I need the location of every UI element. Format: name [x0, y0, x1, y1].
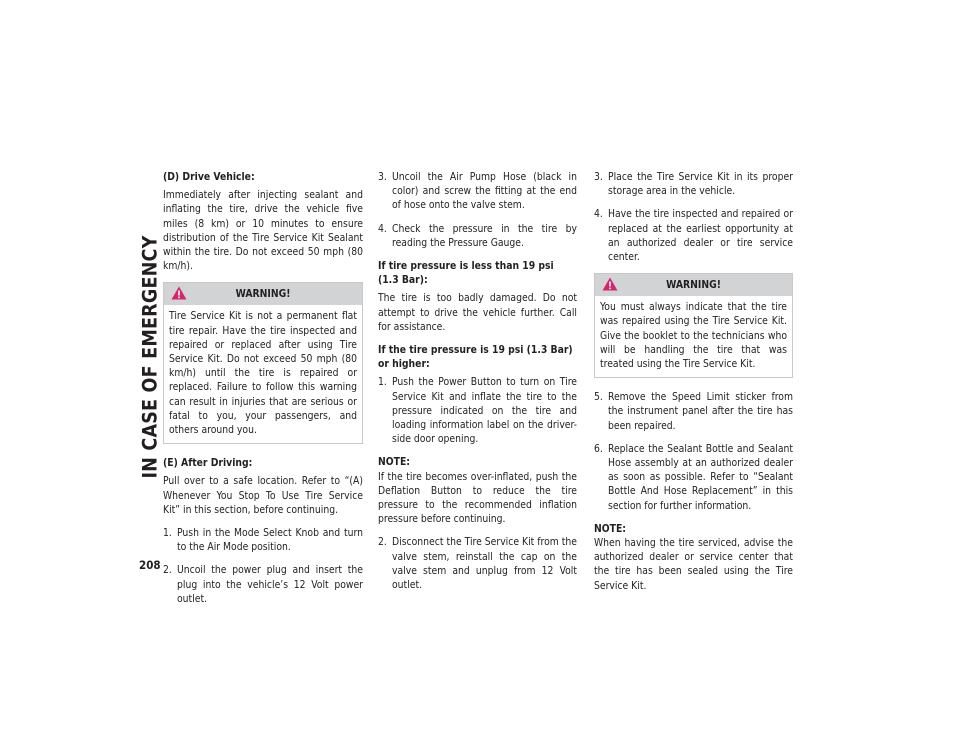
heading-after-driving: (E) After Driving:: [163, 457, 253, 470]
list-text: Check the pressure in the tire by reading the Pressure Gauge.: [392, 222, 577, 249]
list-text: Remove the Speed Limit sticker from the instrument panel after the tire has been repaired.: [608, 391, 793, 432]
list-number: 4.: [378, 222, 387, 235]
list-text: Disconnect the Tire Service Kit from the valve stem, reinstall the cap on the valve stem and unplug from 12 Volt outlet.: [392, 536, 577, 592]
list-item: [378, 222, 577, 250]
heading-normal-pressure: If the tire pressure is 19 psi (1.3 Bar) or higher:: [378, 344, 573, 371]
list-text: Uncoil the power plug and insert the plug into the vehicle’s 12 Volt power outlet.: [177, 564, 363, 605]
column-1: [163, 170, 363, 615]
list-number: 3.: [378, 171, 387, 183]
note-text: If the tire becomes over-inflated, push the Deflation Button to reduce the tire pressure to the recommended inflation pressure before continuing.: [378, 470, 577, 526]
list-item: [594, 170, 793, 198]
warning-title: WARNING!: [235, 288, 291, 301]
column-3: [594, 170, 793, 602]
column-2: [378, 170, 577, 601]
warning-text: Tire Service Kit is not a permanent flat tire repair. Have the tire inspected and repaired or replaced after using Tire Service Kit. Do not exceed 50 mph (80 km/h) until the tire is repaired or replaced. Failure to follow this warning can result in injuries that are serious or fatal to you, your passengers, and others around you.: [169, 310, 357, 437]
note-label: NOTE:: [594, 522, 626, 535]
list-number: 1.: [163, 527, 172, 540]
list-item: [378, 375, 577, 446]
list-number: 2.: [163, 564, 172, 577]
section-side-title: [135, 162, 165, 552]
list-text: Replace the Sealant Bottle and Sealant Hose assembly at an authorized dealer as soon as possible. Refer to “Sealant Bottle And Hose Replacement” in this section for further information.: [608, 442, 793, 512]
list-item: [163, 563, 363, 606]
list-item: [594, 207, 793, 264]
list-item: [594, 390, 793, 433]
warning-text: You must always indicate that the tire was repaired using the Tire Service Kit. Give the booklet to the technicians who will be handling the tire that was treated using the Tire Service Kit.: [600, 301, 787, 371]
list-text: Have the tire inspected and repaired or replaced at the earliest opportunity at an authorized dealer or tire service center.: [608, 208, 793, 264]
section-title-text: IN CASE OF EMERGENCY: [138, 235, 162, 479]
list-text: Uncoil the Air Pump Hose (black in color) and screw the fitting at the end of hose onto the valve stem.: [392, 171, 577, 212]
list-number: 2.: [378, 536, 387, 549]
paragraph: Immediately after injecting sealant and inflating the tire, drive the vehicle five miles (8 km) or 10 minutes to ensure distribution of the Tire Service Kit Sealant within the tire. Do not exceed 50 mph (80 km/h).: [163, 189, 363, 273]
note-text: When having the tire serviced, advise the authorized dealer or service center that the tire has been sealed using the Tire Service Kit.: [594, 537, 793, 592]
paragraph: Pull over to a safe location. Refer to “(A) Whenever You Stop To Use Tire Service Kit” in this section, before continuing.: [163, 475, 363, 516]
note-label: NOTE:: [378, 456, 410, 469]
warning-box: [594, 273, 793, 378]
heading-drive-vehicle: (D) Drive Vehicle:: [163, 171, 255, 183]
list-item: [378, 535, 577, 592]
warning-box: [163, 282, 363, 444]
heading-low-pressure: If tire pressure is less than 19 psi (1.3 Bar):: [378, 260, 554, 287]
warning-title: WARNING!: [666, 279, 721, 292]
warning-triangle-icon: [602, 277, 618, 291]
list-text: Place the Tire Service Kit in its proper storage area in the vehicle.: [608, 171, 793, 198]
list-item: [378, 170, 577, 213]
list-item: [594, 442, 793, 513]
list-number: 1.: [378, 376, 387, 389]
warning-header: [164, 283, 362, 305]
paragraph: The tire is too badly damaged. Do not attempt to drive the vehicle further. Call for assistance.: [378, 292, 577, 333]
warning-triangle-icon: [171, 286, 187, 300]
page-number: 208: [139, 558, 161, 572]
warning-header: [595, 274, 792, 296]
list-number: 4.: [594, 208, 603, 221]
list-text: Push the Power Button to turn on Tire Service Kit and inflate the tire to the pressure indicated on the tire and loading information label on the driver-side door opening.: [392, 376, 577, 446]
list-number: 3.: [594, 171, 603, 183]
list-item: [163, 526, 363, 554]
list-number: 6.: [594, 442, 603, 455]
list-text: Push in the Mode Select Knob and turn to the Air Mode position.: [177, 527, 363, 554]
list-number: 5.: [594, 391, 603, 404]
